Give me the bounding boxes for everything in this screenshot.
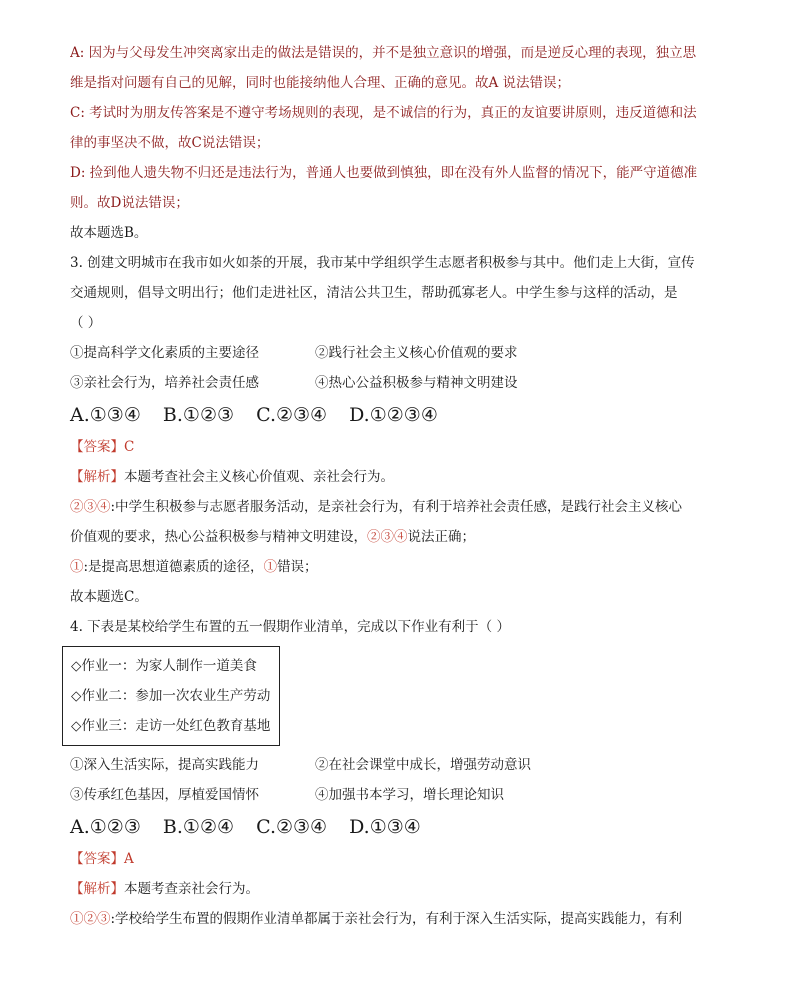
q3-analysis-2-end: 说法正确；: [407, 529, 475, 545]
q3-options-row-2: [70, 368, 730, 398]
document-page: [70, 38, 730, 934]
q4-analysis-intro-text: 本题考查亲社会行为。: [124, 881, 259, 897]
q4-analysis-tag: 【解析】: [70, 881, 124, 897]
q3-conclusion: 故本题选C。: [70, 589, 148, 605]
q4-answer-line: [70, 844, 730, 874]
prev-conclusion: 故本题选B。: [70, 225, 148, 241]
q3-analysis-line-3: [70, 552, 730, 582]
analysis-a-line-1: A: 因为与父母发生冲突离家出走的做法是错误的，并不是独立意识的增强，而是逆反心理的表现，独立思: [70, 45, 697, 61]
q3-choice-c: C.②③④: [256, 404, 328, 426]
q3-analysis-tag: 【解析】: [70, 469, 124, 485]
analysis-c-line-2: 律的事坚决不做，故C说法错误；: [70, 135, 270, 151]
q4-choice-a: A.①②③: [70, 816, 141, 838]
q4-answer-value: A: [124, 851, 134, 867]
q3-options-row-1: [70, 338, 730, 368]
q3-answer-line: [70, 432, 730, 462]
q3-stem-line-1: 3. 创建文明城市在我市如火如荼的开展，我市某中学组织学生志愿者积极参与其中。他们走上大街，宣传: [70, 255, 695, 271]
q3-choice-a: A.①③④: [70, 404, 141, 426]
q4-analysis-1-prefix: ①②③: [70, 911, 111, 927]
q4-options-row-1: [70, 750, 730, 780]
analysis-d-line-1: D: 捡到他人遗失物不归还是违法行为，普通人也要做到慎独，即在没有外人监督的情况下，能严守道德准: [70, 165, 698, 181]
analysis-d-line-2: 则。故D说法错误；: [70, 195, 189, 211]
q3-analysis-2-text: 价值观的要求，热心公益积极参与精神文明建设，: [70, 529, 367, 545]
q3-choice-d: D.①②③④: [349, 404, 438, 426]
q4-analysis-intro: [70, 874, 730, 904]
q4-task-1: ◇作业一：为家人制作一道美食: [71, 658, 257, 674]
q3-analysis-1-prefix: ②③④: [70, 499, 111, 515]
q3-analysis-3-text: :是提高思想道德素质的途径，: [83, 559, 264, 575]
q3-analysis-1-text: :中学生积极参与志愿者服务活动，是亲社会行为，有利于培养社会责任感，是践行社会主义核心: [110, 499, 683, 515]
q4-task-box: [62, 646, 280, 746]
q3-analysis-line-2: [70, 522, 730, 552]
q3-analysis-intro-text: 本题考查社会主义核心价值观、亲社会行为。: [124, 469, 394, 485]
q4-stem: 4. 下表是某校给学生布置的五一假期作业清单，完成以下作业有利于（ ）: [70, 619, 510, 635]
q3-stem-line-2: 交通规则，倡导文明出行；他们走进社区，清洁公共卫生，帮助孤寡老人。中学生参与这样的活动，是: [70, 285, 678, 301]
q4-choice-c: C.②③④: [256, 816, 328, 838]
q4-task-3: ◇作业三：走访一处红色教育基地: [71, 718, 271, 734]
q4-analysis-1-text: :学校给学生布置的假期作业清单都属于亲社会行为，有利于深入生活实际，提高实践能力，有利: [110, 911, 683, 927]
q4-option-4: ④加强书本学习，增长理论知识: [315, 787, 504, 803]
q3-option-1: ①提高科学文化素质的主要途径: [70, 345, 259, 361]
q3-analysis-3-prefix: ①: [70, 559, 84, 575]
q3-analysis-3-mid: ①: [263, 559, 278, 575]
q4-answer-tag: 【答案】: [70, 851, 124, 867]
q4-choice-d: D.①③④: [349, 816, 421, 838]
q4-option-3: ③传承红色基因，厚植爱国情怀: [70, 787, 259, 803]
q3-bracket: （ ）: [70, 315, 102, 331]
q3-analysis-line-1: [70, 492, 730, 522]
analysis-c-line-1: C: 考试时为朋友传答案是不遵守考场规则的表现，是不诚信的行为，真正的友谊要讲原则，违反道德和法: [70, 105, 697, 121]
q3-option-3: ③亲社会行为，培养社会责任感: [70, 375, 259, 391]
q4-choices: [70, 810, 730, 844]
q4-options-row-2: [70, 780, 730, 810]
q3-option-4: ④热心公益积极参与精神文明建设: [315, 375, 518, 391]
q3-answer-tag: 【答案】: [70, 439, 124, 455]
q3-answer-value: C: [124, 439, 135, 455]
q3-analysis-3-end: 错误；: [277, 559, 318, 575]
q3-choice-b: B.①②③: [162, 404, 235, 426]
q3-choices: [70, 398, 730, 432]
q4-option-1: ①深入生活实际，提高实践能力: [70, 757, 259, 773]
q4-choice-b: B.①②④: [162, 816, 235, 838]
q4-option-2: ②在社会课堂中成长，增强劳动意识: [315, 757, 531, 773]
q3-analysis-intro: [70, 462, 730, 492]
q4-analysis-line-1: [70, 904, 730, 934]
q3-analysis-2-mid: ②③④: [367, 529, 408, 545]
q4-task-2: ◇作业二：参加一次农业生产劳动: [71, 688, 271, 704]
q3-option-2: ②践行社会主义核心价值观的要求: [315, 345, 518, 361]
analysis-a-line-2: 维是指对问题有自己的见解，同时也能接纳他人合理、正确的意见。故A 说法错误；: [70, 75, 571, 91]
